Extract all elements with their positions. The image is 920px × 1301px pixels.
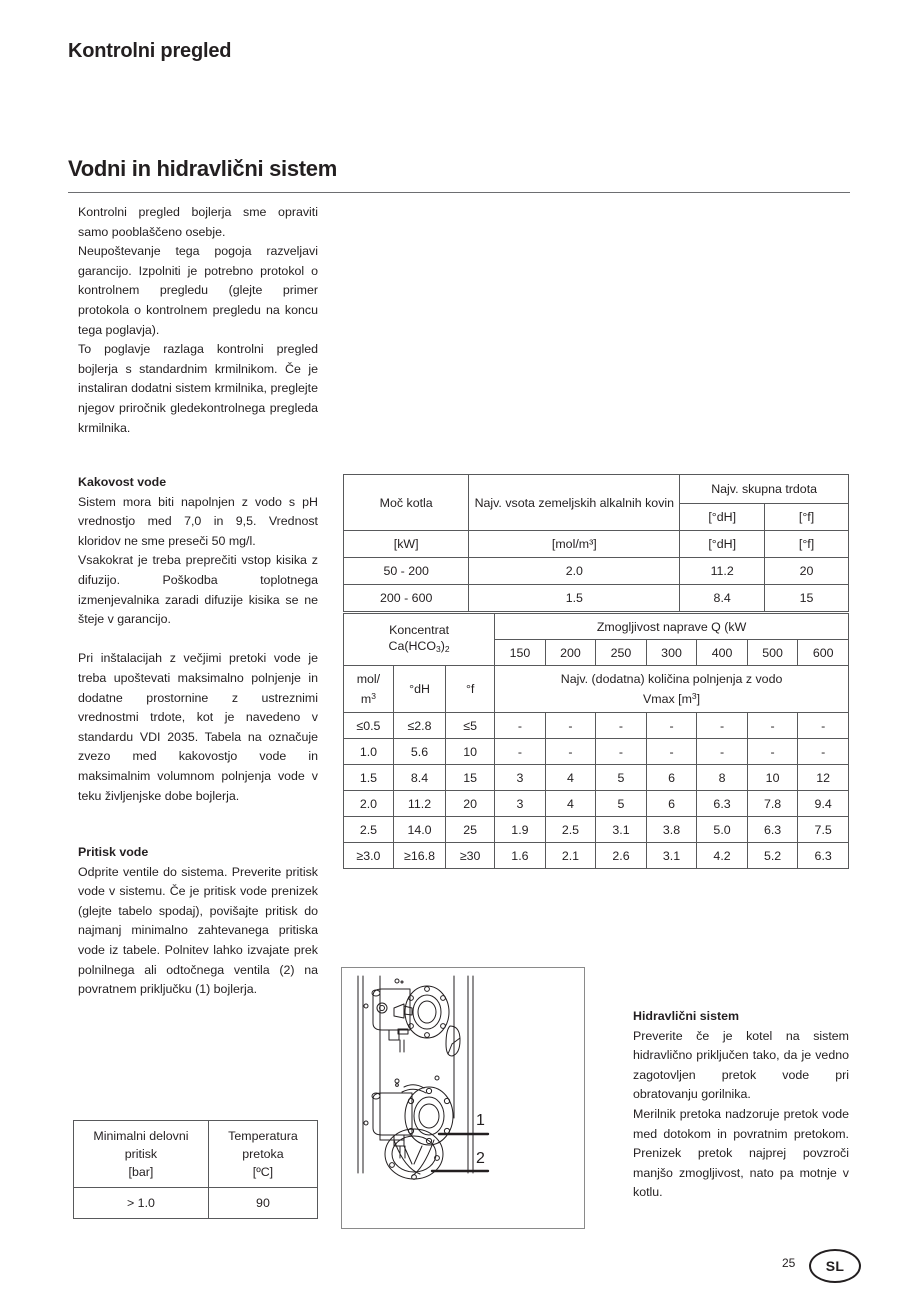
table-row <box>344 713 849 739</box>
td-cell: 14.0 <box>393 817 445 843</box>
th-capacity-300: 300 <box>646 640 697 666</box>
td-cell: 10 <box>747 765 798 791</box>
td-cell: ≥3.0 <box>344 843 394 869</box>
td-cell: - <box>646 739 697 765</box>
concentrate-formula-ca: Ca(HCO <box>388 639 437 653</box>
td-cell: 7.5 <box>798 817 849 843</box>
td-cell: 8.4 <box>680 585 765 612</box>
td-cell: 11.2 <box>680 558 765 585</box>
td-cell: 3 <box>495 791 546 817</box>
th-f-unit: [°f] <box>765 504 849 531</box>
th-alkaline-sum: Najv. vsota zemeljskih alkalnih kovin <box>469 475 680 531</box>
td-mol-unit: [mol/m³] <box>469 531 680 558</box>
td-kw-unit: [kW] <box>344 531 469 558</box>
concentrate-capacity-table <box>343 613 849 869</box>
td-cell: - <box>545 713 596 739</box>
td-cell: 12 <box>798 765 849 791</box>
th-unit-mol-m3 <box>344 666 394 713</box>
td-cell: 3.8 <box>646 817 697 843</box>
td-cell: 5 <box>596 765 647 791</box>
td-f-unit-2: [°f] <box>765 531 849 558</box>
table-row <box>344 666 849 713</box>
td-cell: - <box>747 739 798 765</box>
water-quality-paragraph-3: Pri inštalacijah z večjimi pretoki vode je treba upoštevati maksimalno polnjenje in dodatne prostornine z ustreznimi vrednostmi trdote, kot je navedeno v standardu VDI 2035. Tabela na označuje zvezo med kakovostjo vode in maksimalnim volumnom polnjenja vode v teku življenjske dobe bojlerja. <box>78 651 318 803</box>
td-cell: 5.0 <box>697 817 748 843</box>
water-quality-paragraph-2: Vsakokrat je treba preprečiti vstop kisika z difuzijo. Poškodba toplotnega izmenjevalnika zaradi difuzije kisika se ne šteje v garancijo. <box>78 553 318 627</box>
th-total-hardness: Najv. skupna trdota <box>680 475 849 504</box>
min-pressure-line1: Minimalni delovni <box>93 1129 189 1143</box>
water-pressure-block <box>78 843 318 1000</box>
td-cell: 7.8 <box>747 791 798 817</box>
figure-callout-2-label: 2 <box>476 1150 485 1167</box>
td-cell: 4 <box>545 765 596 791</box>
td-cell: 3 <box>495 765 546 791</box>
td-cell: 11.2 <box>393 791 445 817</box>
title-divider <box>68 192 850 193</box>
table-row <box>74 1121 318 1188</box>
td-cell: 9.4 <box>798 791 849 817</box>
table-row <box>344 765 849 791</box>
td-cell: - <box>495 713 546 739</box>
concentrate-formula-paren: ) <box>440 639 445 653</box>
page-number: 25 <box>782 1256 796 1270</box>
td-cell: 5 <box>596 791 647 817</box>
td-cell: 6 <box>646 791 697 817</box>
intro-paragraph-2: Neupoštevanje tega pogoja razveljavi garancijo. Izpolniti je potrebno protokol o kontrolnem pregledu (glejte primer protokola o kontrolnem pregledu na koncu tega poglavja). <box>78 244 318 337</box>
hydraulic-system-heading: Hidravlični sistem <box>633 1009 740 1023</box>
td-cell: 20 <box>765 558 849 585</box>
td-cell: 2.6 <box>596 843 647 869</box>
boiler-technical-drawing <box>342 968 582 1226</box>
boiler-power-hardness-table <box>343 474 849 612</box>
th-min-pressure <box>74 1121 209 1188</box>
td-cell: - <box>646 713 697 739</box>
min-pressure-line3: [bar] <box>128 1165 154 1179</box>
td-cell: 6.3 <box>798 843 849 869</box>
th-capacity-600: 600 <box>798 640 849 666</box>
td-cell: 4.2 <box>697 843 748 869</box>
td-cell: 3.1 <box>646 843 697 869</box>
concentrate-formula-sub2: 2 <box>444 644 450 654</box>
th-unit-dh: °dH <box>393 666 445 713</box>
th-power: Moč kotla <box>344 475 469 531</box>
water-pressure-heading: Pritisk vode <box>78 845 149 859</box>
water-pressure-paragraph-1: Odprite ventile do sistema. Preverite pritisk vode v sistemu. Če je pritisk vode prenizek (glejte tabelo spodaj), povišajte pritisk do najmanj minimalno zahtevanega pritiska vode iz tabele. Polnitev lahko izvajate prek polnilnega ali odtočnega ventila (2) na povratnem priključku (1) bojlerja. <box>78 864 318 997</box>
concentrate-label-line1: Koncentrat <box>389 623 450 637</box>
table-row <box>344 614 849 640</box>
td-cell: 1.6 <box>495 843 546 869</box>
th-vmax <box>495 666 849 713</box>
min-operating-pressure-table <box>73 1120 318 1219</box>
min-pressure-line2: pritisk <box>124 1147 158 1161</box>
vmax-line2-a: Vmax [m <box>643 691 692 706</box>
th-flow-temperature <box>208 1121 317 1188</box>
td-cell: 2.1 <box>545 843 596 869</box>
td-cell: 2.0 <box>344 791 394 817</box>
table-row <box>344 791 849 817</box>
td-cell: 200 - 600 <box>344 585 469 612</box>
td-cell: > 1.0 <box>74 1188 209 1219</box>
td-cell: - <box>697 713 748 739</box>
table-row <box>344 739 849 765</box>
td-cell: ≤0.5 <box>344 713 394 739</box>
table-row <box>344 585 849 612</box>
td-dh-unit-2: [°dH] <box>680 531 765 558</box>
unit-m3-sup: 3 <box>371 690 376 701</box>
hydraulic-system-paragraph-1: Preverite če je kotel na sistem hidravlično priključen tako, da je vedno zagotovljen pretok vode pri obratovanju gorilnika. <box>633 1028 849 1102</box>
td-cell: - <box>697 739 748 765</box>
td-cell: - <box>495 739 546 765</box>
figure-callout-1-label: 1 <box>476 1112 485 1129</box>
td-cell: 1.0 <box>344 739 394 765</box>
water-quality-paragraph-1: Sistem mora biti napolnjen z vodo s pH vrednostjo med 7,0 in 9,5. Vrednost kloridov ne sme preseči 50 mg/l. <box>78 494 318 548</box>
boiler-return-connection-figure <box>341 967 585 1229</box>
td-cell: 6.3 <box>747 817 798 843</box>
td-cell: 10 <box>446 739 495 765</box>
td-cell: - <box>596 739 647 765</box>
table-row <box>344 475 849 504</box>
hydraulic-system-paragraph-2: Merilnik pretoka nadzoruje pretok vode med dotokom in povratnim pretokom. Prenizek pretok najprej povzroči manjšo zmogljivost, nato pa motnje v kotlu. <box>633 1106 849 1200</box>
th-capacity: Zmogljivost naprave Q (kW <box>495 614 849 640</box>
td-cell: - <box>798 739 849 765</box>
td-cell: 20 <box>446 791 495 817</box>
td-cell: ≥30 <box>446 843 495 869</box>
td-cell: ≤2.8 <box>393 713 445 739</box>
vmax-line2-b: ] <box>696 691 701 706</box>
hydraulic-system-block <box>633 1007 849 1203</box>
th-capacity-500: 500 <box>747 640 798 666</box>
td-cell: 50 - 200 <box>344 558 469 585</box>
td-cell: 6 <box>646 765 697 791</box>
intro-paragraph-3: To poglavje razlaga kontrolni pregled bojlerja s standardnim krmilnikom. Če je instaliran dodatni sistem krmilnika, preglejte njegov priročnik gledekontrolnega pregleda krmilnika. <box>78 342 318 435</box>
td-cell: 1.9 <box>495 817 546 843</box>
table-row <box>344 817 849 843</box>
th-dh-unit: [°dH] <box>680 504 765 531</box>
td-cell: 1.5 <box>344 765 394 791</box>
water-quality-heading: Kakovost vode <box>78 475 167 489</box>
td-cell: - <box>798 713 849 739</box>
td-cell: 2.5 <box>545 817 596 843</box>
td-cell: 2.5 <box>344 817 394 843</box>
td-cell: 8.4 <box>393 765 445 791</box>
th-concentrate <box>344 614 495 666</box>
th-capacity-400: 400 <box>697 640 748 666</box>
td-cell: 15 <box>765 585 849 612</box>
vmax-line2-sup: 3 <box>691 690 697 701</box>
td-cell: 3.1 <box>596 817 647 843</box>
vmax-line1: Najv. (dodatna) količina polnjenja z vodo <box>560 671 783 686</box>
unit-mol-label: mol/ <box>356 671 381 686</box>
section-title: Vodni in hidravlični sistem <box>68 156 337 181</box>
flow-temp-line1: Temperatura <box>228 1129 298 1143</box>
table-row <box>344 558 849 585</box>
td-cell: 4 <box>545 791 596 817</box>
table-row <box>74 1188 318 1219</box>
th-capacity-200: 200 <box>545 640 596 666</box>
intro-paragraph-1: Kontrolni pregled bojlerja sme opraviti samo pooblaščeno osebje. <box>78 205 318 239</box>
table-row <box>344 531 849 558</box>
flow-temp-line3: [ºC] <box>252 1165 274 1179</box>
th-capacity-250: 250 <box>596 640 647 666</box>
th-capacity-150: 150 <box>495 640 546 666</box>
td-cell: 25 <box>446 817 495 843</box>
td-cell: 1.5 <box>469 585 680 612</box>
td-cell: 8 <box>697 765 748 791</box>
td-cell: - <box>545 739 596 765</box>
water-quality-block <box>78 473 318 806</box>
td-cell: 15 <box>446 765 495 791</box>
td-cell: - <box>747 713 798 739</box>
td-cell: ≤5 <box>446 713 495 739</box>
language-badge: SL <box>809 1249 861 1283</box>
td-cell: 5.2 <box>747 843 798 869</box>
table-row <box>344 843 849 869</box>
th-unit-f: °f <box>446 666 495 713</box>
concentrate-formula-sub1: 3 <box>436 644 441 654</box>
td-cell: 6.3 <box>697 791 748 817</box>
flow-temp-line2: pretoka <box>242 1147 284 1161</box>
intro-text-block <box>78 203 318 438</box>
td-cell: ≥16.8 <box>393 843 445 869</box>
td-cell: - <box>596 713 647 739</box>
page-header: Kontrolni pregled <box>68 40 232 62</box>
td-cell: 5.6 <box>393 739 445 765</box>
td-cell: 2.0 <box>469 558 680 585</box>
unit-m3-base: m <box>360 691 372 706</box>
td-cell: 90 <box>208 1188 317 1219</box>
